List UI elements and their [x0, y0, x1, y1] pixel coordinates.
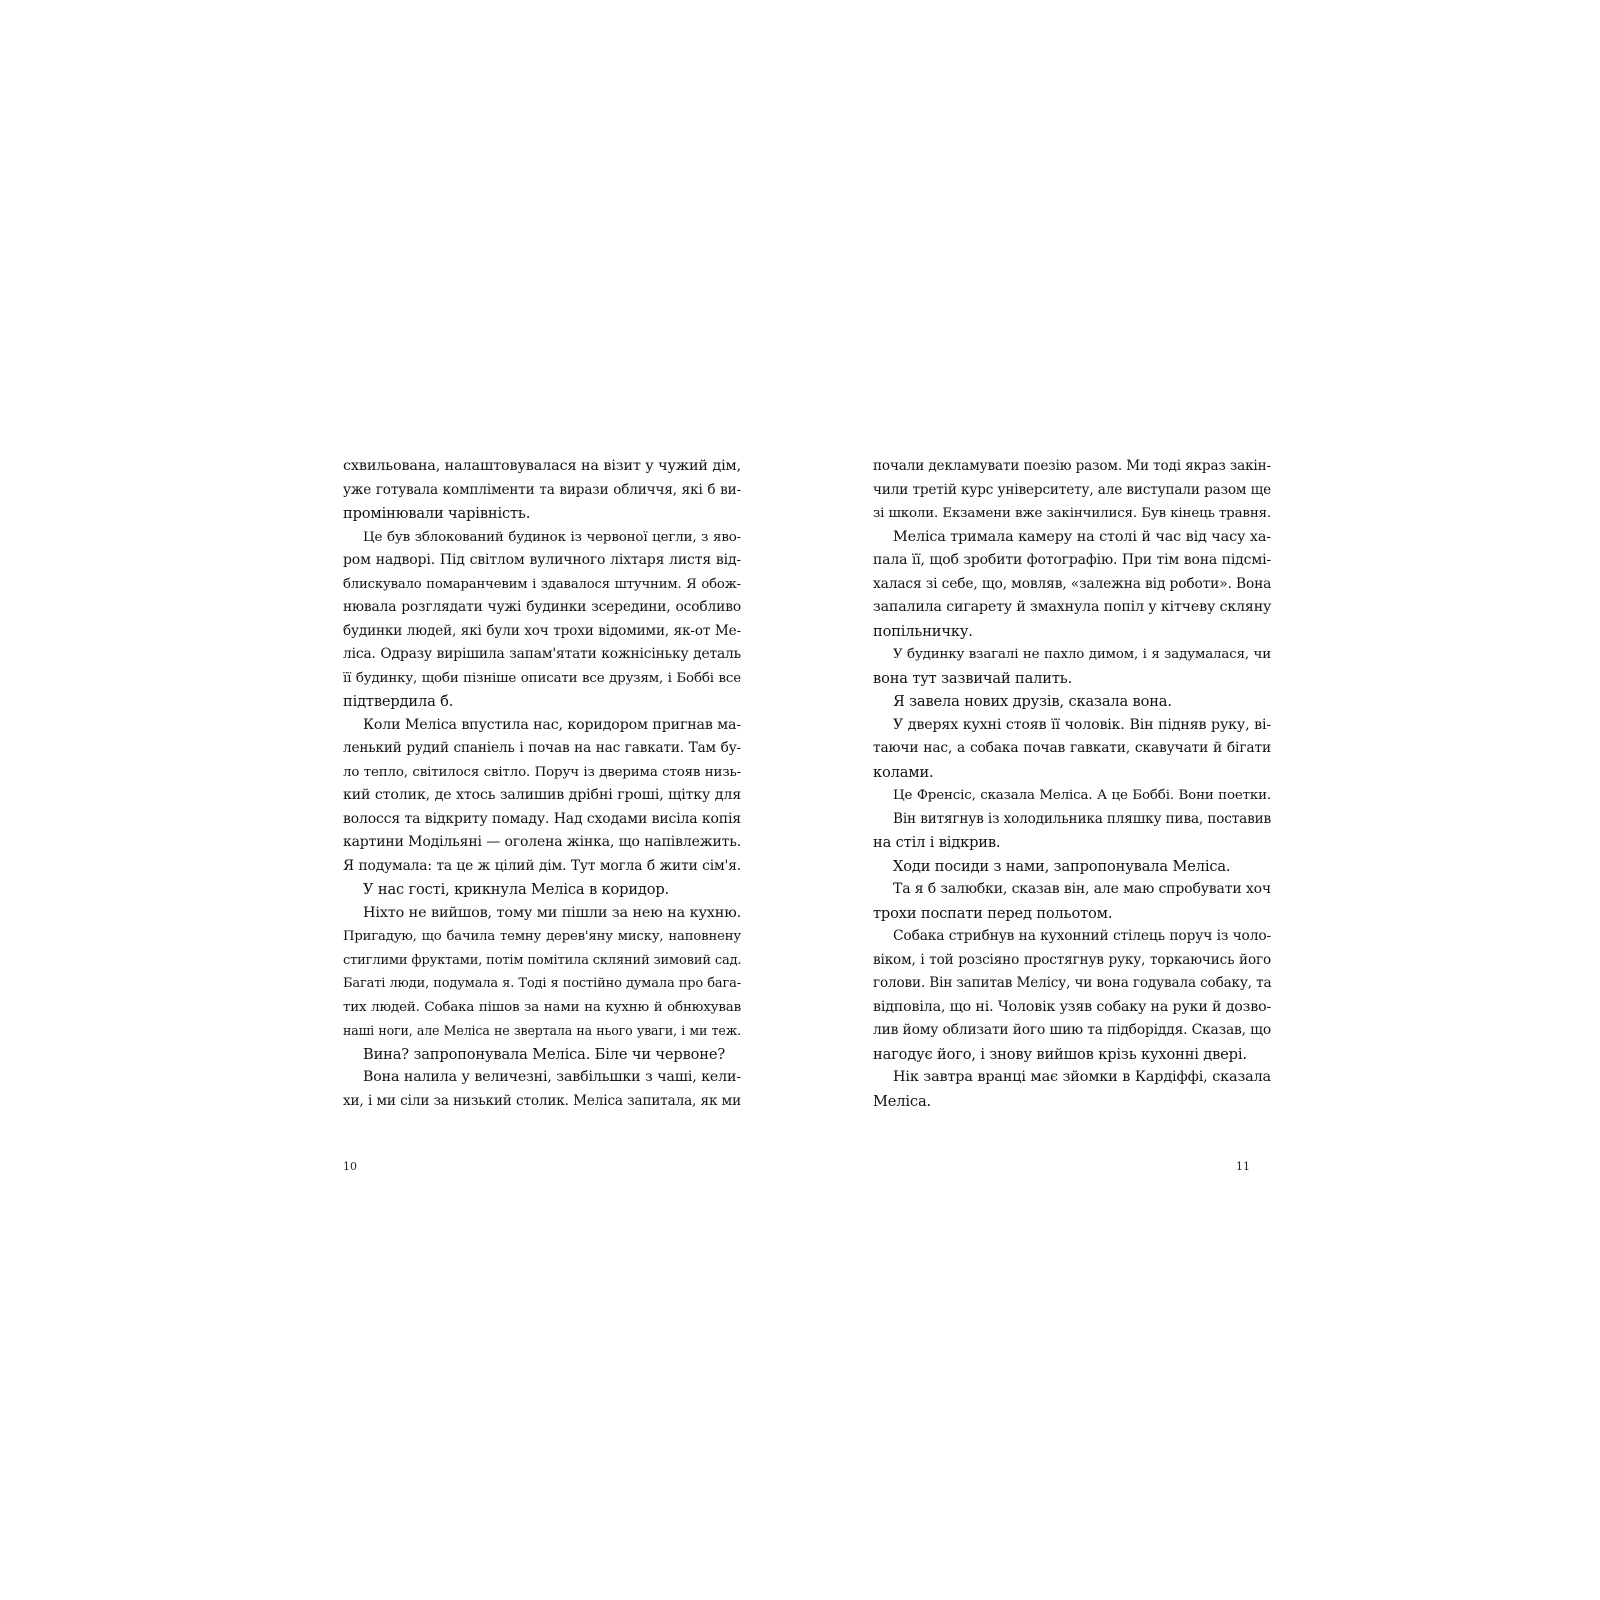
text-line: У будинку взагалі не пахло димом, і я задумалася, чи: [893, 647, 1271, 662]
right-page-text: [873, 455, 1271, 1113]
text-line: Пригадую, що бачила темну дерев'яну миску, наповнену: [343, 929, 741, 944]
text-line: Та я б залюбки, сказав він, але маю спробувати хоч: [893, 881, 1271, 897]
text-line: наші ноги, але Меліса не звертала на нього уваги, і ми теж.: [343, 1023, 741, 1038]
text-line: Я завела нових друзів, сказала вона.: [893, 693, 1172, 710]
text-line: Це Френсіс, сказала Меліса. А це Боббі. Вони поетки.: [893, 788, 1271, 803]
text-line: ром надворі. Під світлом вуличного ліхтаря листя від-: [343, 552, 741, 568]
text-line: Нік завтра вранці має зйомки в Кардіффі, сказала: [893, 1069, 1271, 1085]
text-line: блискувало помаранчевим і здавалося штучним. Я обож-: [343, 576, 741, 592]
text-line: трохи поспати перед польотом.: [873, 904, 1113, 922]
text-line: її будинку, щоби пізніше описати все друзям, і Боббі все: [343, 670, 741, 686]
text-line: халася зі себе, що, мовляв, «залежна від роботи». Вона: [873, 575, 1272, 592]
text-line: на стіл і відкрив.: [873, 834, 1001, 851]
text-line: Коли Меліса впустила нас, коридором пригнав ма-: [363, 716, 741, 733]
text-line: У дверях кухні стояв її чоловік. Він підняв руку, ві-: [893, 716, 1271, 733]
text-line: промінювали чарівність.: [343, 505, 531, 522]
text-line: Це був зблокований будинок із червоної цегли, з яво-: [363, 529, 741, 545]
text-line: попільничку.: [873, 622, 973, 640]
text-line: Меліса.: [873, 1092, 931, 1110]
text-line: кий столик, де хтось залишив дрібні гроші, щітку для: [343, 787, 741, 803]
text-line: Ніхто не вийшов, тому ми пішли за нею на кухню.: [363, 904, 741, 921]
text-line: голови. Він запитав Мелісу, чи вона годувала собаку, та: [873, 975, 1272, 991]
text-line: віком, і той розсіяно простягнув руку, торкаючись його: [873, 951, 1271, 968]
text-line: Вона налила у величезні, завбільшки з чаші, кели-: [363, 1069, 741, 1085]
text-line: запалила сигарету й змахнула попіл у кітчеву скляну: [873, 599, 1272, 615]
text-line: Меліса тримала камеру на столі й час від часу ха-: [893, 528, 1271, 545]
text-line: ліса. Одразу вирішила запам'ятати кожнісіньку деталь: [343, 646, 741, 662]
text-line: У нас гості, крикнула Меліса в коридор.: [363, 881, 670, 898]
text-line: будинки людей, які були хоч трохи відомими, як-от Ме-: [343, 622, 741, 639]
text-line: підтвердила б.: [343, 693, 454, 710]
text-line: нювала розглядати чужі будинки зсередини, особливо: [343, 599, 741, 615]
text-line: ленький рудий спаніель і почав на нас гавкати. Там бу-: [343, 740, 741, 756]
text-line: чили третій курс університету, але виступали разом ще: [873, 481, 1271, 498]
text-line: Він витягнув із холодильника пляшку пива, поставив: [893, 810, 1271, 827]
text-line: Ходи посиди з нами, запропонувала Меліса.: [893, 857, 1231, 875]
text-line: Собака стрибнув на кухонний стілець поруч із чоло-: [893, 928, 1271, 944]
text-line: таючи нас, а собака почав гавкати, скавучати й бігати: [873, 740, 1271, 756]
text-line: відповіла, що ні. Чоловік узяв собаку на руки й дозво-: [873, 998, 1272, 1015]
text-line: Вина? запропонувала Меліса. Біле чи червоне?: [363, 1045, 726, 1063]
text-line: почали декламувати поезію разом. Ми тоді якраз закін-: [873, 458, 1271, 474]
text-line: волосся та відкриту помаду. Над сходами висіла копія: [343, 810, 741, 827]
text-line: колами.: [873, 763, 934, 781]
text-line: вона тут зазвичай палить.: [873, 669, 1073, 687]
text-line: хи, і ми сіли за низький столик. Меліса запитала, як ми: [343, 1092, 741, 1109]
text-line: уже готувала компліменти та вирази обличчя, які б ви-: [343, 481, 741, 498]
text-line: пала її, щоб зробити фотографію. При тім вона підсмі-: [873, 552, 1271, 568]
text-line: нагодує його, і знову вийшов крізь кухонні двері.: [873, 1045, 1247, 1063]
text-line: Я подумала: та це ж цілий дім. Тут могла б жити сім'я.: [343, 857, 741, 874]
text-line: схвильована, налаштовувалася на візит у чужий дім,: [343, 458, 741, 474]
text-line: Багаті люди, подумала я. Тоді я постійно думала про бага-: [343, 976, 741, 991]
text-line: картини Модільяні — оголена жінка, що напівлежить.: [343, 834, 741, 850]
page-number-right: 11: [1236, 1160, 1250, 1173]
page-number-left: 10: [343, 1160, 357, 1173]
text-line: зі школи. Екзамени вже закінчилися. Був кінець травня.: [873, 506, 1271, 521]
text-line: ло тепло, світилося світло. Поруч із дверима стояв низь-: [343, 764, 741, 780]
text-line: стиглими фруктами, потім помітила скляний зимовий сад.: [343, 952, 742, 968]
text-line: лив йому облизати його шию та підборіддя. Сказав, що: [873, 1022, 1271, 1038]
text-line: тих людей. Собака пішов за нами на кухню й обнюхував: [343, 999, 741, 1015]
left-page-text: [343, 455, 741, 1113]
